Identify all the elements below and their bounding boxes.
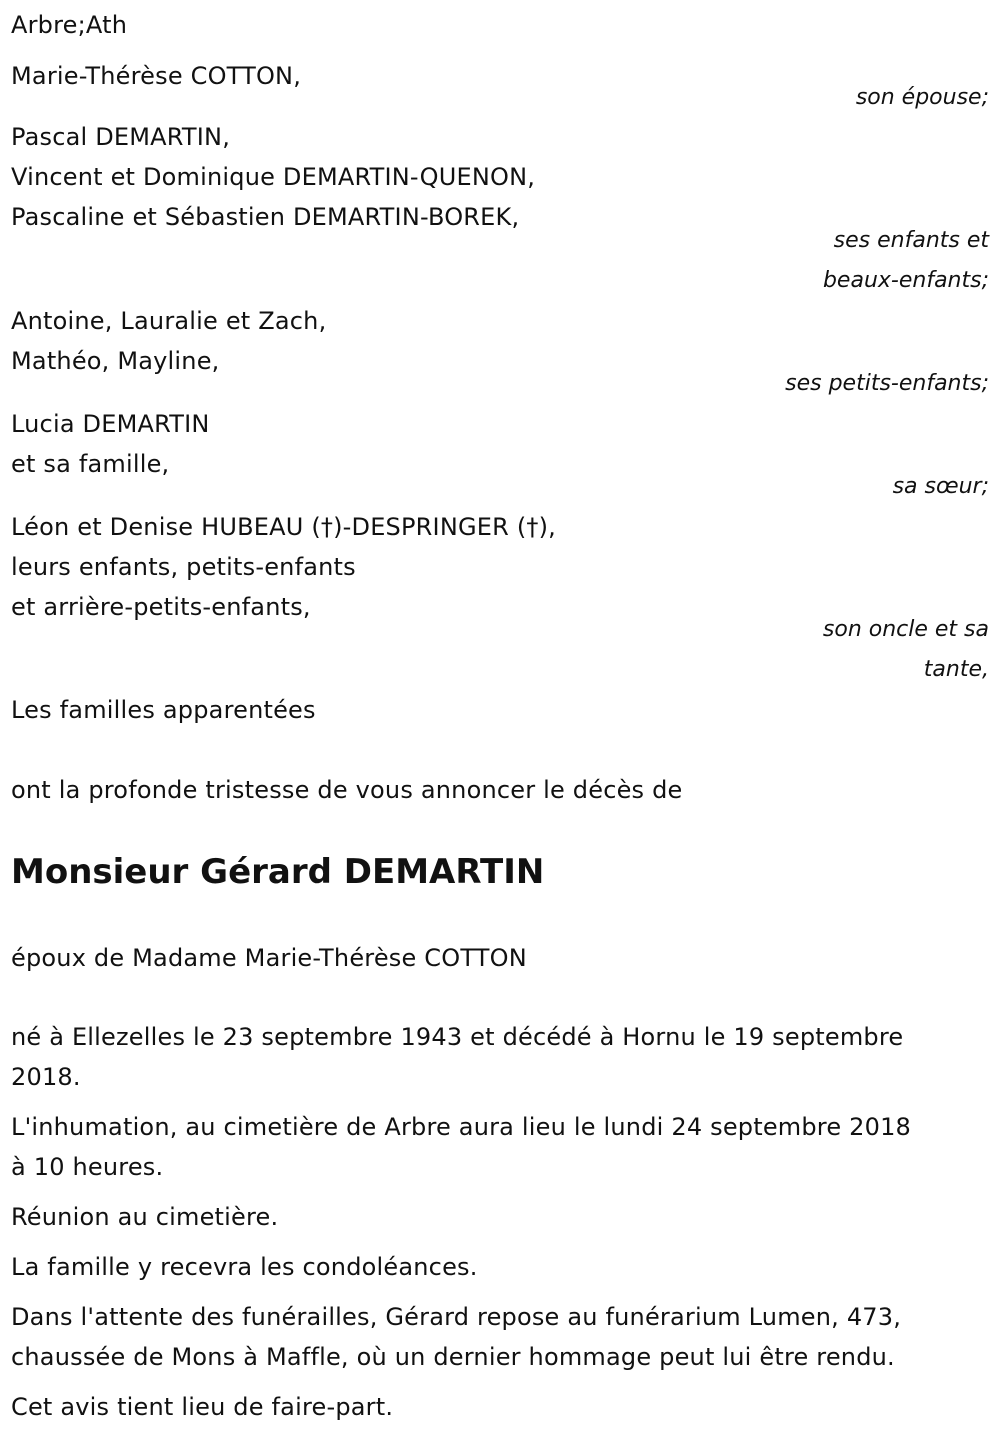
sister-name: et sa famille, <box>11 450 170 478</box>
grandchild-name: Antoine, Lauralie et Zach, <box>11 307 327 335</box>
child-name: Vincent et Dominique DEMARTIN-QUENON, <box>11 163 536 191</box>
grandchild-name: Mathéo, Mayline, <box>11 347 220 375</box>
burial-line: L'inhumation, au cimetière de Arbre aura lieu le lundi 24 septembre 2018 <box>11 1113 912 1141</box>
condolences-line: La famille y recevra les condoléances. <box>11 1253 478 1281</box>
children-relation: beaux-enfants; <box>822 268 989 293</box>
uncle-relation: son oncle et sa <box>822 617 989 642</box>
announcement: ont la profonde tristesse de vous annoncer le décès de <box>11 776 683 804</box>
closing-line: Cet avis tient lieu de faire-part. <box>11 1393 394 1421</box>
child-name: Pascaline et Sébastien DEMARTIN-BOREK, <box>11 203 520 231</box>
burial-line: à 10 heures. <box>11 1153 164 1181</box>
spouse-name: Marie-Thérèse COTTON, <box>11 62 302 90</box>
funeral-home-line: chaussée de Mons à Maffle, où un dernier hommage peut lui être rendu. <box>11 1343 895 1371</box>
sister-name: Lucia DEMARTIN <box>11 410 210 438</box>
sister-relation: sa sœur; <box>892 474 989 499</box>
location-header: Arbre;Ath <box>11 11 128 39</box>
grandchildren-relation: ses petits-enfants; <box>785 371 989 396</box>
uncle-name: leurs enfants, petits-enfants <box>11 553 356 581</box>
birth-death-line: 2018. <box>11 1063 81 1091</box>
uncle-name: et arrière-petits-enfants, <box>11 593 311 621</box>
meeting-line: Réunion au cimetière. <box>11 1203 279 1231</box>
families-line: Les familles apparentées <box>11 696 316 724</box>
child-name: Pascal DEMARTIN, <box>11 123 231 151</box>
uncle-relation: tante, <box>923 657 989 682</box>
deceased-name: Monsieur Gérard DEMARTIN <box>11 852 545 892</box>
spouse-of: époux de Madame Marie-Thérèse COTTON <box>11 944 527 972</box>
birth-death-line: né à Ellezelles le 23 septembre 1943 et décédé à Hornu le 19 septembre <box>11 1023 904 1051</box>
spouse-relation: son épouse; <box>855 85 989 110</box>
funeral-home-line: Dans l'attente des funérailles, Gérard repose au funérarium Lumen, 473, <box>11 1303 902 1331</box>
children-relation: ses enfants et <box>833 228 989 253</box>
uncle-name: Léon et Denise HUBEAU (†)-DESPRINGER (†), <box>11 513 556 541</box>
